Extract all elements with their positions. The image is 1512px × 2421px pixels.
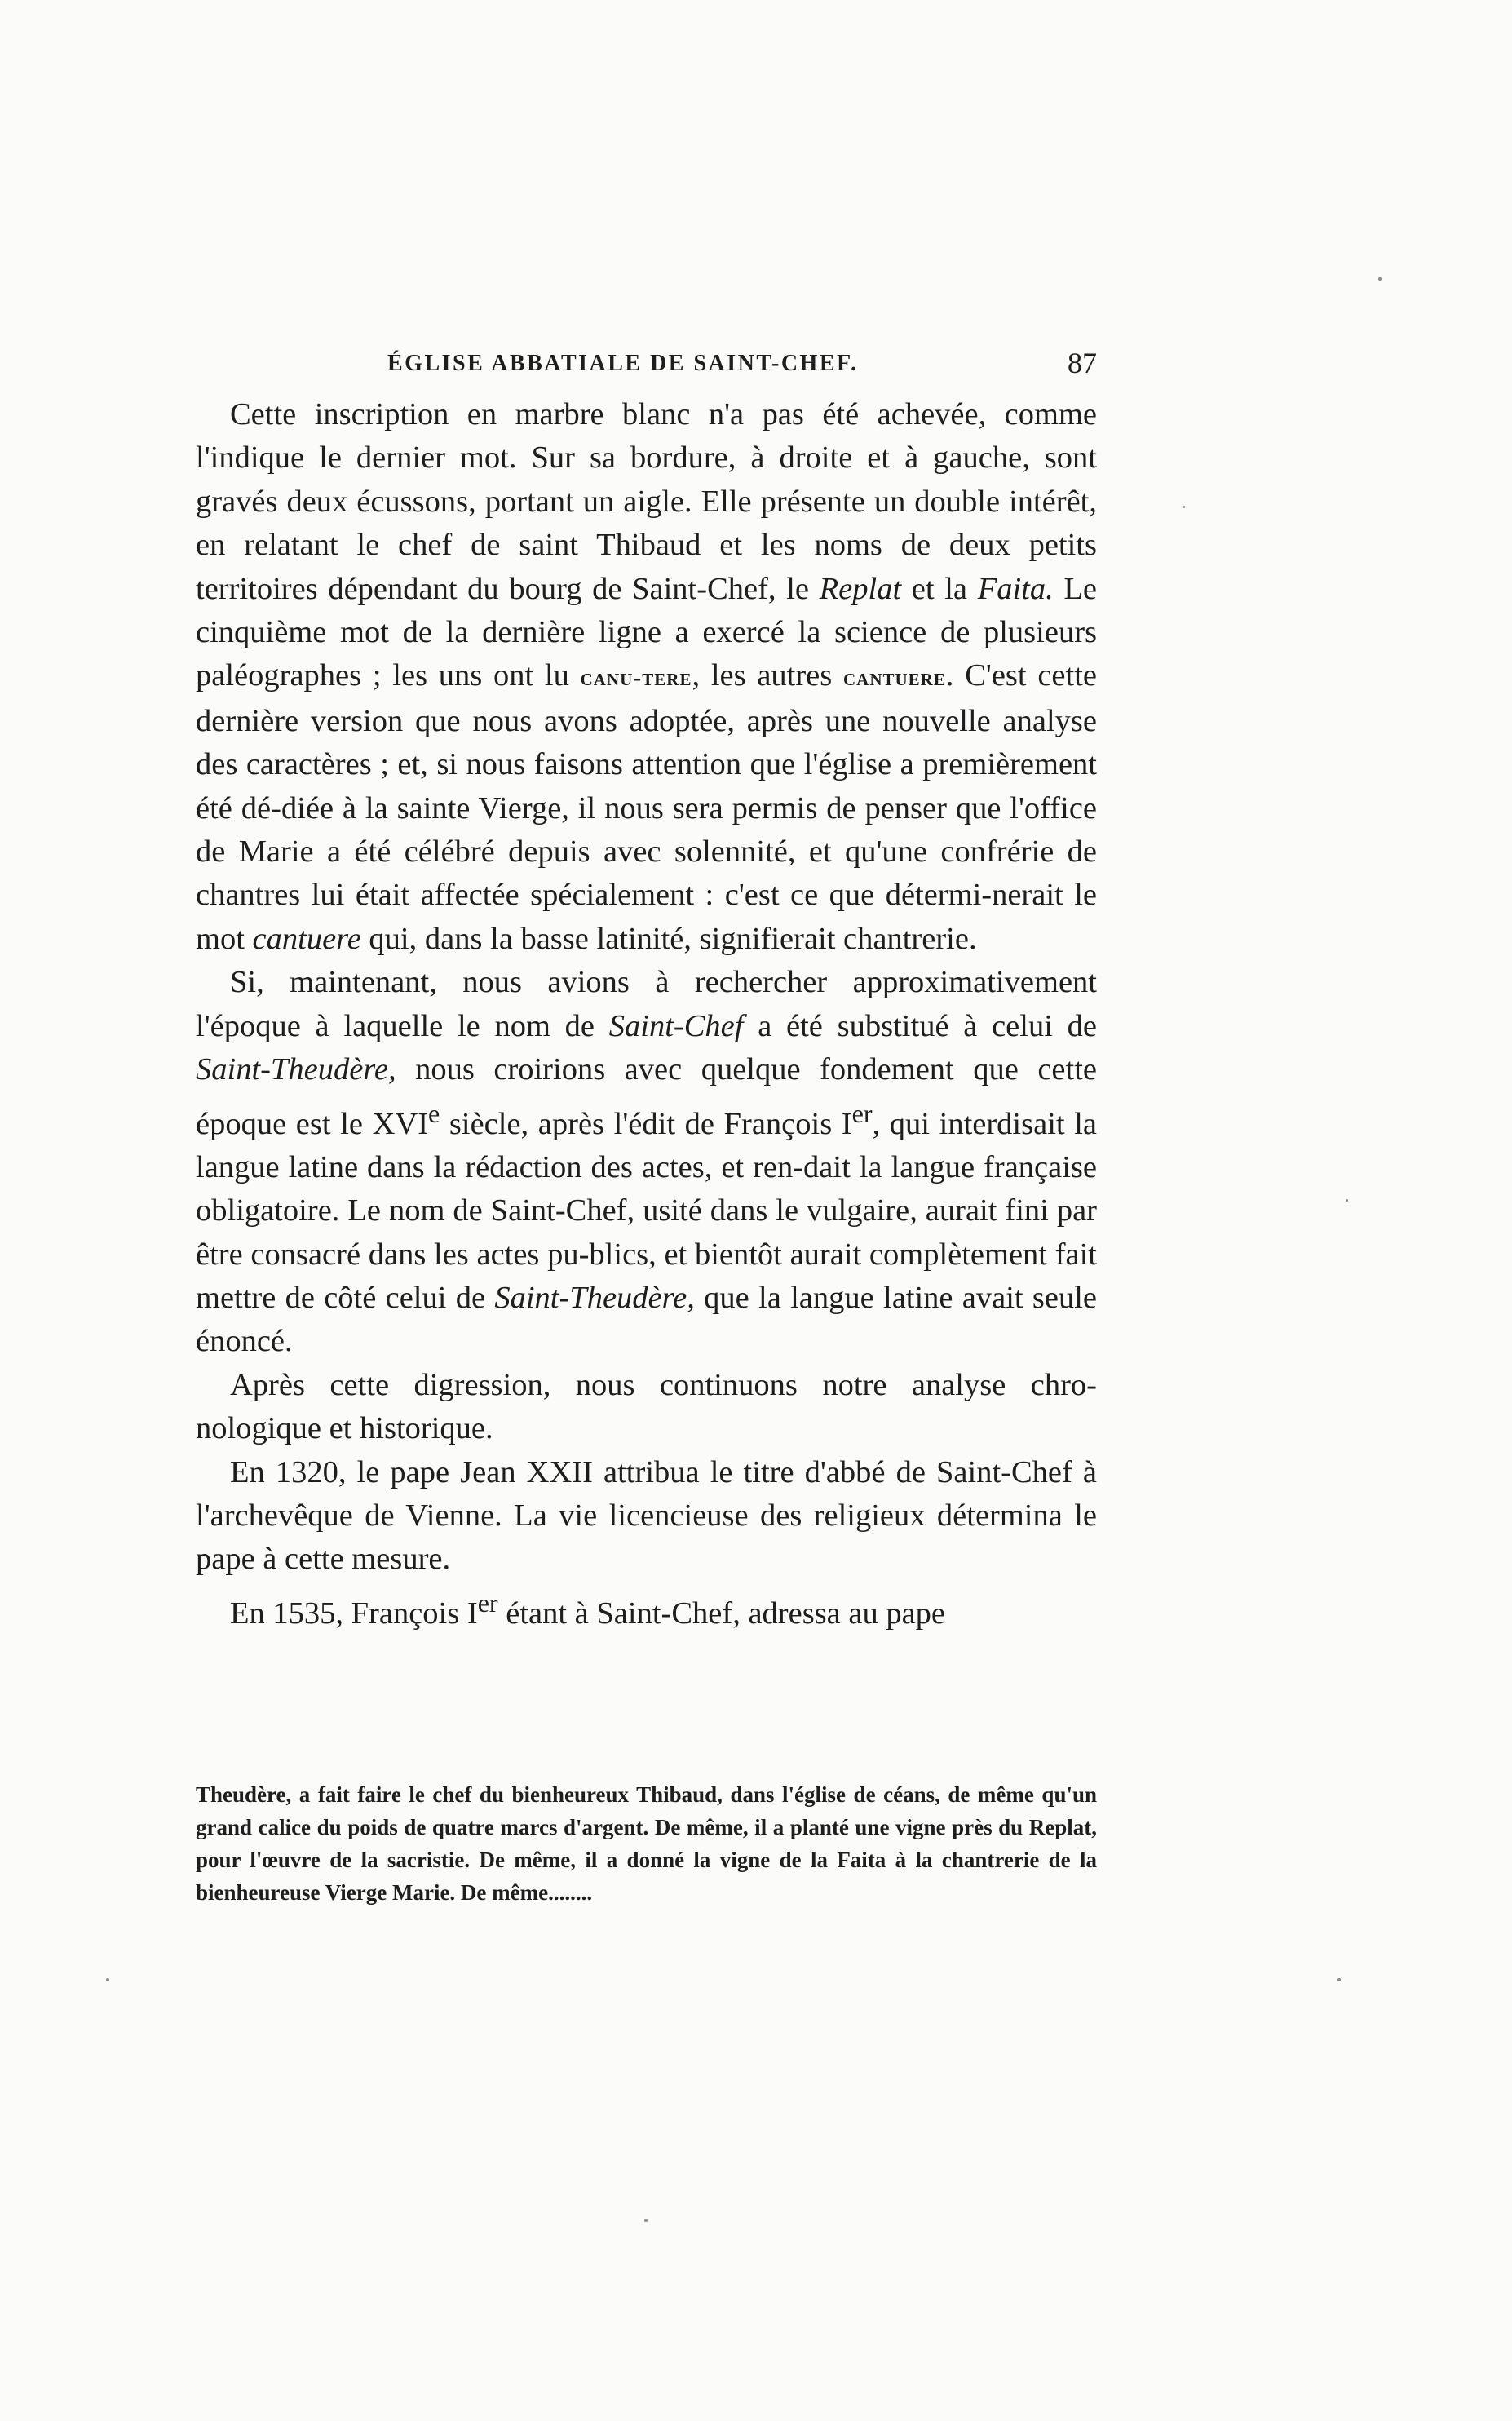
italic-cantuere: cantuere xyxy=(252,921,361,956)
scan-speck xyxy=(106,1978,109,1981)
text-run: a été substitué à celui de xyxy=(743,1008,1097,1043)
footnote-text: Theudère, a fait faire le chef du bienheureux Thibaud, dans l'église de céans, de même qu'un grand calice du poids de quatre marcs d'argent. De même, il a planté une vigne près du Replat, pour l'œuvre de la sacristie. De même, il a donné la vigne de la Faita à la chantrerie de la bienheureuse Vierge Marie. De même........ xyxy=(196,1782,1097,1905)
text-run: et la xyxy=(901,571,978,606)
paragraph-4: En 1320, le pape Jean XXII attribua le titre d'abbé de Saint-Chef à l'archevêque de Vienne. La vie licencieuse des religieux détermina le pape à cette mesure. xyxy=(196,1454,1097,1577)
scan-speck xyxy=(1346,1199,1348,1202)
text-run: nous croirions avec quelque fondement que cette époque est le XVI xyxy=(196,1052,1097,1141)
page-number: 87 xyxy=(1068,347,1097,379)
italic-saint-theudere: Saint-Theudère, xyxy=(196,1052,396,1087)
running-head xyxy=(196,347,1097,383)
text-run: Si, maintenant, nous avions à rechercher approximativement l'époque à laquelle le nom de xyxy=(196,965,1097,1043)
paragraph-1 xyxy=(196,393,1097,961)
scan-speck xyxy=(1183,506,1185,508)
text-run: Le cinquième mot de la dernière ligne a exercé la science de plusieurs paléographes ; les uns ont lu xyxy=(196,571,1097,693)
scan-speck xyxy=(644,2219,648,2222)
text-run: étant à Saint-Chef, adressa au pape xyxy=(497,1596,946,1631)
italic-saint-chef: Saint-Chef xyxy=(608,1008,744,1043)
body-text xyxy=(196,393,1097,1635)
italic-replat: Replat xyxy=(819,571,902,606)
italic-saint-theudere: Saint-Theudère, xyxy=(494,1280,695,1315)
superscript: er xyxy=(477,1587,498,1618)
footnote xyxy=(196,1778,1097,1909)
smallcaps-canutere: canu-tere xyxy=(580,664,692,692)
smallcaps-cantuere: cantuere xyxy=(842,664,946,692)
superscript: er xyxy=(851,1098,873,1128)
running-title: ÉGLISE ABBATIALE DE SAINT-CHEF. xyxy=(387,351,859,376)
text-run: qui, dans la basse latinité, signifierait chantrerie. xyxy=(360,921,977,956)
text-run: que la langue latine avait seule énoncé. xyxy=(196,1280,1097,1359)
scan-speck xyxy=(1337,1978,1341,1981)
paragraph-2 xyxy=(196,961,1097,1363)
text-run: . C'est cette dernière version que nous avons adoptée, après une nouvelle analyse des caractères ; et, si nous faisons attention que l'église a premièrement été dé-diée à la sainte Vierge, il nous sera permis de penser que l'office de Marie a été célébré depuis avec solennité, et qu'une confrérie de chantres lui était affectée spécialement : c'est ce que détermi-nerait le mot xyxy=(196,658,1097,956)
text-run: , les autres xyxy=(692,658,843,693)
italic-faita: Faita. xyxy=(977,571,1054,606)
superscript: e xyxy=(428,1098,440,1128)
text-run: , qui interdisait la langue latine dans la rédaction des actes, et ren-dait la langue française obligatoire. Le nom de Saint-Chef, usité dans le vulgaire, aurait fini par être consacré dans les actes pu-blics, et bientôt aurait complètement fait mettre de côté celui de xyxy=(196,1106,1098,1315)
scan-speck xyxy=(1378,277,1382,281)
text-run: Cette inscription en marbre blanc n'a pas été achevée, comme l'indique le dernier mot. Sur sa bordure, à droite et à gauche, sont gravés deux écussons, portant un aigle. Elle présente un double intérêt, en relatant le chef de saint Thibaud et les noms de deux petits territoires dépendant du bourg de Saint-Chef, le xyxy=(196,397,1097,606)
text-run: siècle, après l'édit de François I xyxy=(440,1106,852,1141)
paragraph-3: Après cette digression, nous continuons notre analyse chro-nologique et historique. xyxy=(196,1367,1097,1446)
text-run: En 1535, François I xyxy=(230,1596,478,1631)
paragraph-5 xyxy=(196,1582,1097,1635)
